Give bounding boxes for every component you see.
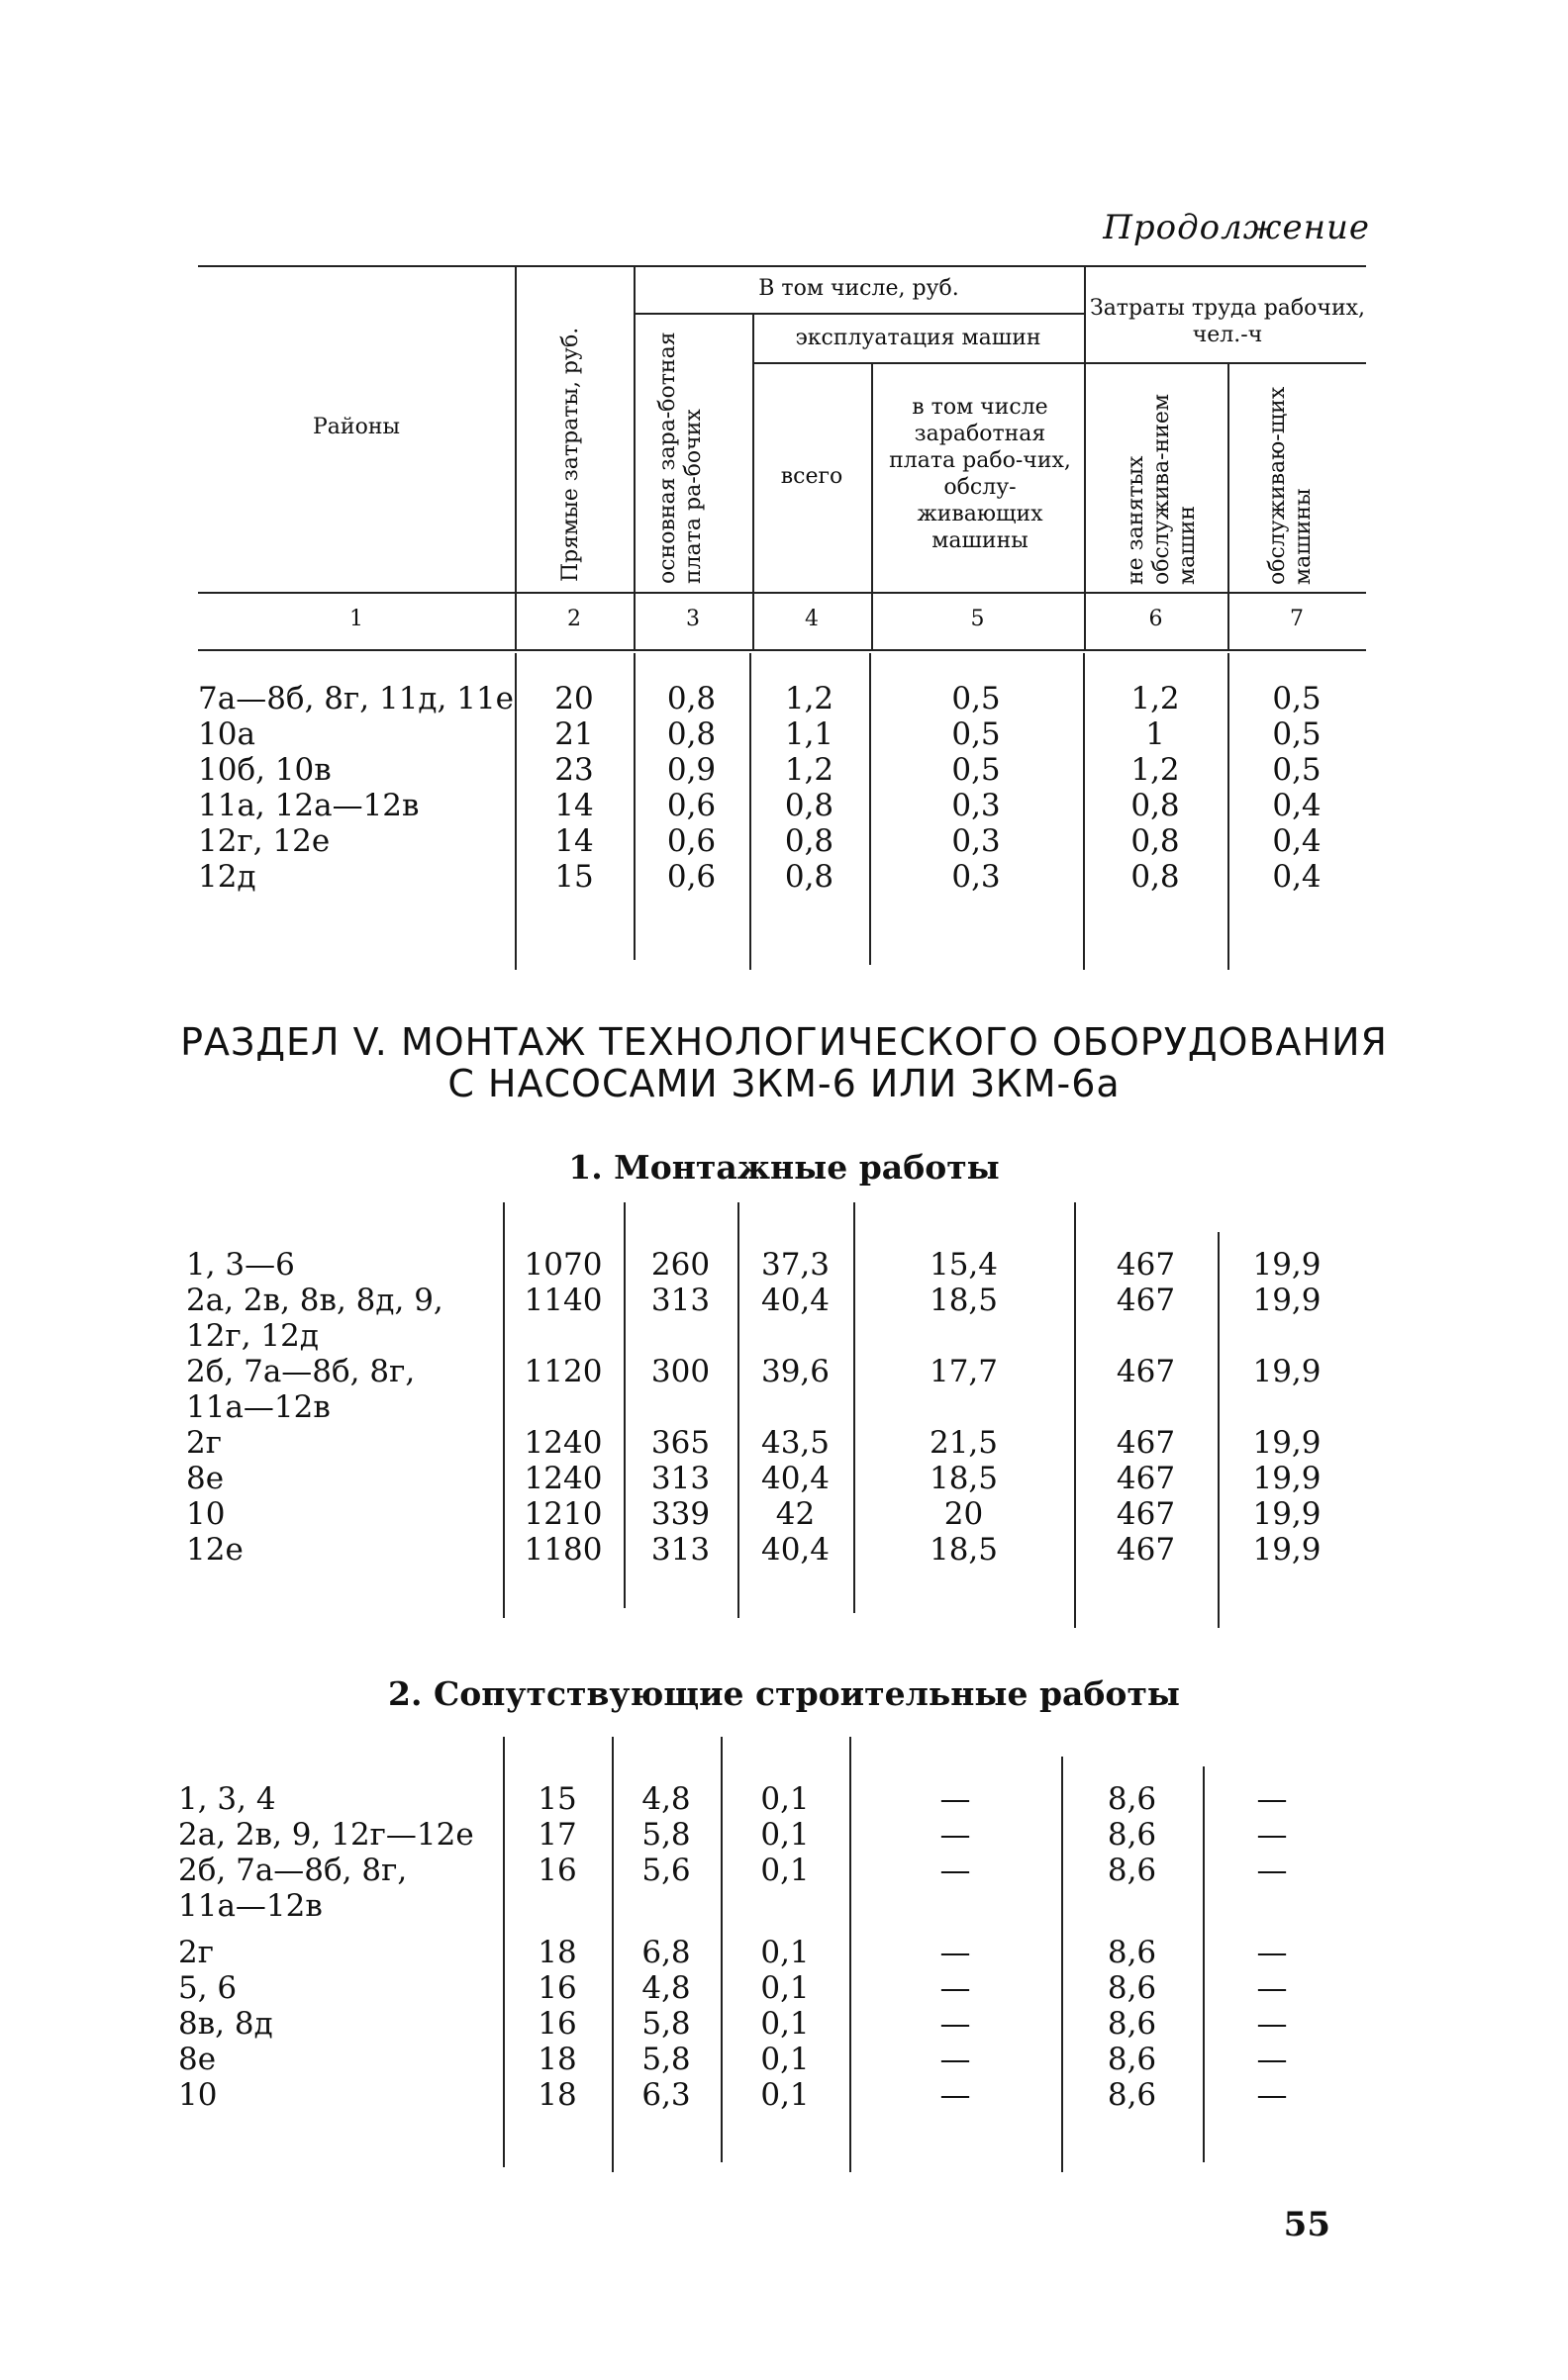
table-cell: 300: [650, 1354, 711, 1389]
table-cell: 0,8: [666, 716, 717, 752]
table-cell: 39,6: [760, 1354, 831, 1389]
table-cell: 42: [775, 1496, 816, 1532]
col-number-1: 1: [349, 607, 363, 631]
header-group-in-number: В том числе, руб.: [758, 276, 959, 301]
col-number-2: 2: [567, 607, 581, 631]
table-cell: 16: [538, 2006, 577, 2042]
row-label: 2б, 7а—8б, 8г, 11а—12в: [178, 1853, 408, 1924]
table-cell: 0,1: [760, 2042, 810, 2077]
table-cell: 467: [1116, 1532, 1176, 1568]
table-cell: 0,1: [760, 1935, 810, 1970]
header-col1: Районы: [313, 415, 400, 439]
row-label: 2а, 2в, 9, 12г—12е: [178, 1817, 474, 1853]
table-cell: —: [939, 1817, 971, 1853]
table-cell: 467: [1116, 1496, 1176, 1532]
table-cell: 0,4: [1272, 859, 1322, 895]
section-title-line2: С НАСОСАМИ ЗКМ-6 ИЛИ ЗКМ-6а: [447, 1062, 1121, 1105]
table-cell: 1,2: [784, 681, 834, 716]
col-number-3: 3: [686, 607, 700, 631]
table-cell: 467: [1116, 1461, 1176, 1496]
table-cell: 6,3: [641, 2077, 691, 2113]
table-cell: 1,2: [784, 752, 834, 788]
continued-label: Продолжение: [1103, 208, 1370, 247]
table-cell: —: [939, 1935, 971, 1970]
table-cell: 8,6: [1107, 2006, 1157, 2042]
table-cell: 0,3: [951, 823, 1001, 859]
table-cell: 1180: [524, 1532, 603, 1568]
table-cell: 313: [650, 1283, 711, 1318]
table-cell: 260: [650, 1247, 711, 1283]
table-cell: 19,9: [1252, 1354, 1322, 1389]
table-cell: 0,4: [1272, 788, 1322, 823]
table-cell: 0,8: [784, 859, 834, 895]
table-cell: 19,9: [1252, 1283, 1322, 1318]
table-cell: —: [1256, 1781, 1288, 1817]
table-cell: —: [1256, 2077, 1288, 2113]
row-label: 12д: [198, 859, 256, 895]
table-cell: 40,4: [760, 1283, 831, 1318]
table-cell: 4,8: [641, 1970, 691, 2006]
table-cell: 1070: [524, 1247, 603, 1283]
table-cell: 8,6: [1107, 1970, 1157, 2006]
table-cell: 14: [554, 823, 594, 859]
col-number-4: 4: [805, 607, 819, 631]
table-cell: 0,8: [666, 681, 717, 716]
table-cell: 0,8: [784, 788, 834, 823]
section-title-line1: РАЗДЕЛ V. МОНТАЖ ТЕХНОЛОГИЧЕСКОГО ОБОРУДОВАНИЯ: [180, 1020, 1388, 1064]
table-cell: 0,6: [666, 788, 717, 823]
table-cell: 313: [650, 1461, 711, 1496]
table-cell: 0,8: [784, 823, 834, 859]
table-cell: 19,9: [1252, 1247, 1322, 1283]
header-col4: всего: [780, 464, 843, 489]
table-cell: 0,9: [666, 752, 717, 788]
table-cell: 0,5: [951, 752, 1001, 788]
table-cell: 0,1: [760, 1853, 810, 1888]
header-vrule-5: [1084, 265, 1086, 651]
table-cell: 467: [1116, 1354, 1176, 1389]
table-cell: 15: [554, 859, 594, 895]
table-cell: —: [939, 1781, 971, 1817]
col-number-5: 5: [970, 607, 985, 631]
row-label: 2а, 2в, 8в, 8д, 9, 12г, 12д: [186, 1283, 443, 1354]
table-cell: 0,6: [666, 859, 717, 895]
header-vrule-1: [515, 265, 517, 651]
header-col2: Прямые затраты, руб.: [558, 327, 583, 582]
table-cell: 1,1: [784, 716, 834, 752]
subsection-2-title: 2. Сопутствующие строительные работы: [388, 1674, 1180, 1713]
row-label: 10а: [198, 716, 255, 752]
row-label: 2б, 7а—8б, 8г, 11а—12в: [186, 1354, 416, 1425]
table-cell: —: [939, 1853, 971, 1888]
table-cell: 0,8: [1130, 788, 1180, 823]
table-cell: 1,2: [1130, 681, 1180, 716]
table-cell: 365: [650, 1425, 711, 1461]
row-label: 10б, 10в: [198, 752, 332, 788]
header-bottom-rule: [198, 649, 1366, 651]
header-top-rule: [198, 265, 1366, 267]
table-cell: 1120: [524, 1354, 603, 1389]
table-cell: 18: [538, 2077, 577, 2113]
table-cell: —: [939, 1970, 971, 2006]
table-cell: 17: [538, 1817, 577, 1853]
table-cell: 16: [538, 1853, 577, 1888]
row-label: 10: [178, 2077, 218, 2113]
header-col7: обслуживаю-щих машины: [1265, 386, 1316, 585]
row-label: 7а—8б, 8г, 11д, 11е: [198, 681, 515, 716]
table-cell: 0,5: [951, 716, 1001, 752]
row-label: 12г, 12е: [198, 823, 331, 859]
table-cell: —: [1256, 1970, 1288, 2006]
table-cell: —: [1256, 2006, 1288, 2042]
header-col3: основная зара-ботная плата ра-бочих: [655, 332, 706, 584]
table-cell: 19,9: [1252, 1461, 1322, 1496]
table-cell: 1240: [524, 1425, 603, 1461]
table-cell: 0,8: [1130, 859, 1180, 895]
table-cell: 0,1: [760, 1817, 810, 1853]
row-label: 8в, 8д: [178, 2006, 273, 2042]
table-cell: —: [1256, 1935, 1288, 1970]
table-cell: 5,8: [641, 1817, 691, 1853]
table-cell: 16: [538, 1970, 577, 2006]
table-cell: 8,6: [1107, 1781, 1157, 1817]
row-label: 1, 3, 4: [178, 1781, 276, 1817]
table-cell: 20: [943, 1496, 984, 1532]
table-cell: 15,4: [929, 1247, 999, 1283]
col-number-7: 7: [1290, 607, 1304, 631]
table-cell: 21,5: [929, 1425, 999, 1461]
table-cell: 1210: [524, 1496, 603, 1532]
table-cell: 18: [538, 2042, 577, 2077]
table-cell: 0,5: [1272, 716, 1322, 752]
table-cell: 18,5: [929, 1461, 999, 1496]
table-cell: 19,9: [1252, 1532, 1322, 1568]
table-cell: 1,2: [1130, 752, 1180, 788]
page-number: 55: [1283, 2205, 1330, 2244]
header-machines-rule: [752, 362, 1084, 364]
table-cell: 8,6: [1107, 1817, 1157, 1853]
table-cell: 1140: [524, 1283, 603, 1318]
table-sub2-body: [0, 1737, 1568, 2172]
table-cell: 20: [554, 681, 594, 716]
row-label: 11а, 12а—12в: [198, 788, 420, 823]
header-group-rule: [634, 313, 1084, 315]
table-cell: —: [939, 2077, 971, 2113]
table-cell: 5,8: [641, 2006, 691, 2042]
table-cell: 0,3: [951, 788, 1001, 823]
row-label: 1, 3—6: [186, 1247, 295, 1283]
table-cell: 0,1: [760, 1781, 810, 1817]
table-cell: 0,3: [951, 859, 1001, 895]
row-label: 8е: [178, 2042, 217, 2077]
col-number-6: 6: [1148, 607, 1163, 631]
table-cell: 1240: [524, 1461, 603, 1496]
table-cell: 17,7: [929, 1354, 999, 1389]
header-vrule-2: [634, 265, 636, 651]
table-cell: 0,6: [666, 823, 717, 859]
table-cell: 19,9: [1252, 1496, 1322, 1532]
table-cell: 40,4: [760, 1461, 831, 1496]
table-cell: 19,9: [1252, 1425, 1322, 1461]
header-mid-rule: [198, 592, 1366, 594]
table-cell: 21: [554, 716, 594, 752]
table-cell: 23: [554, 752, 594, 788]
table-cell: 0,4: [1272, 823, 1322, 859]
table-cell: 339: [650, 1496, 711, 1532]
table-cell: 0,8: [1130, 823, 1180, 859]
row-label: 5, 6: [178, 1970, 238, 2006]
table-cell: 8,6: [1107, 1935, 1157, 1970]
table-cell: 1: [1145, 716, 1165, 752]
row-label: 8е: [186, 1461, 225, 1496]
table-cell: —: [1256, 2042, 1288, 2077]
header-group-labor: Затраты труда рабочих, чел.-ч: [1089, 296, 1366, 347]
row-label: 12е: [186, 1532, 244, 1568]
table-cell: 4,8: [641, 1781, 691, 1817]
table-cell: 0,1: [760, 2006, 810, 2042]
table-cell: 18,5: [929, 1532, 999, 1568]
header-labor-rule: [1084, 362, 1366, 364]
table-cell: 5,8: [641, 2042, 691, 2077]
table-cell: 18: [538, 1935, 577, 1970]
table-header: [198, 265, 1366, 651]
row-label: 2г: [186, 1425, 222, 1461]
table-cell: 43,5: [760, 1425, 831, 1461]
table-cell: —: [1256, 1817, 1288, 1853]
table-cell: 15: [538, 1781, 577, 1817]
header-col5: в том числе заработная плата рабо-чих, обслу-живающих машины: [889, 395, 1071, 553]
header-group-machines: эксплуатация машин: [795, 326, 1041, 350]
header-col6: не занятых обслужива-нием машин: [1124, 393, 1200, 585]
table-cell: —: [939, 2042, 971, 2077]
table-cell: 0,1: [760, 1970, 810, 2006]
table-cell: 467: [1116, 1247, 1176, 1283]
subsection-1-title: 1. Монтажные работы: [568, 1148, 1000, 1187]
table-cell: 8,6: [1107, 2077, 1157, 2113]
table-cell: 0,5: [1272, 752, 1322, 788]
table-cell: —: [1256, 1853, 1288, 1888]
table-cell: 14: [554, 788, 594, 823]
table-cell: 313: [650, 1532, 711, 1568]
row-label: 10: [186, 1496, 226, 1532]
table-top-body: [0, 653, 1568, 970]
table-cell: 8,6: [1107, 2042, 1157, 2077]
table-cell: 40,4: [760, 1532, 831, 1568]
row-label: 2г: [178, 1935, 214, 1970]
table-cell: 467: [1116, 1283, 1176, 1318]
table-cell: 0,1: [760, 2077, 810, 2113]
table-cell: 37,3: [760, 1247, 831, 1283]
table-sub1-body: [0, 1202, 1568, 1618]
table-cell: 0,5: [951, 681, 1001, 716]
table-cell: 18,5: [929, 1283, 999, 1318]
table-cell: 467: [1116, 1425, 1176, 1461]
table-cell: 0,5: [1272, 681, 1322, 716]
table-cell: 5,6: [641, 1853, 691, 1888]
table-cell: 6,8: [641, 1935, 691, 1970]
table-cell: 8,6: [1107, 1853, 1157, 1888]
table-cell: —: [939, 2006, 971, 2042]
